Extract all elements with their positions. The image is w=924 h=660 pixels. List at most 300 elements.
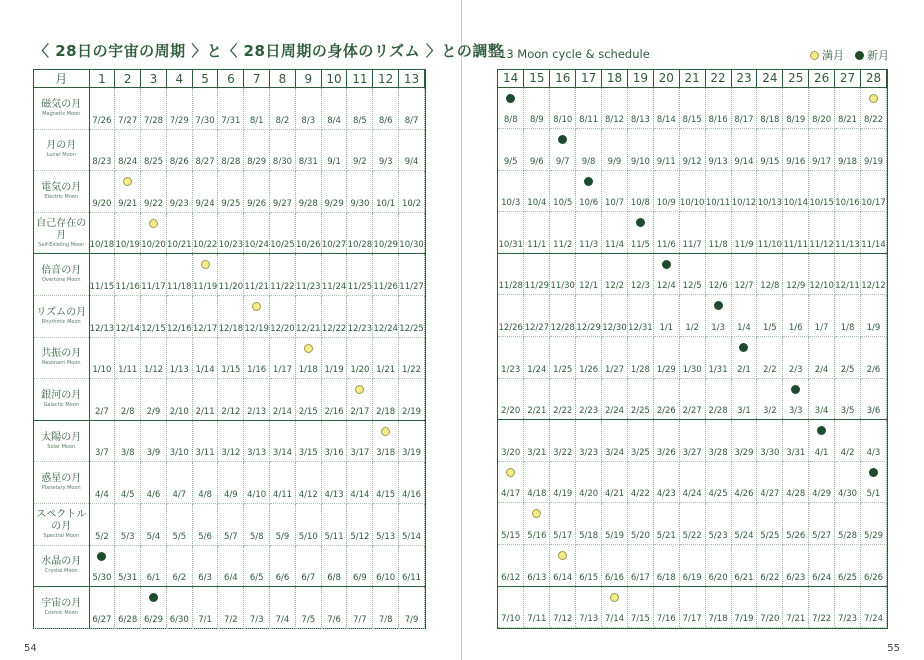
date-value: 7/18 [708, 614, 728, 625]
date-cell [192, 129, 218, 171]
date-value: 3/19 [401, 448, 422, 459]
date-value: 4/8 [198, 489, 212, 500]
date-cell [602, 503, 628, 545]
date-value: 10/3 [501, 198, 521, 209]
date-value: 10/29 [373, 240, 398, 251]
date-cell [783, 461, 809, 503]
date-value: 12/25 [399, 323, 424, 334]
date-cell [576, 170, 602, 212]
date-value: 7/21 [786, 614, 806, 625]
date-cell [602, 337, 628, 379]
date-value: 10/21 [167, 240, 192, 251]
date-value: 5/31 [118, 573, 138, 584]
calendar-row [498, 586, 887, 628]
date-cell [757, 337, 783, 379]
date-value: 3/20 [501, 447, 521, 458]
date-cell [731, 170, 757, 212]
date-cell [244, 88, 270, 130]
date-cell [166, 462, 192, 504]
date-cell [835, 337, 861, 379]
date-cell [192, 462, 218, 504]
date-cell [399, 337, 425, 379]
moon-name-jp: 水晶の月 [41, 556, 82, 568]
date-value: 11/15 [89, 281, 115, 292]
date-value: 5/4 [146, 531, 161, 542]
date-value: 8/6 [378, 115, 393, 126]
date-value: 3/18 [376, 448, 396, 459]
date-cell [166, 545, 192, 587]
date-value: 5/18 [579, 531, 599, 542]
calendar-row [498, 212, 887, 254]
date-value: 9/6 [529, 156, 544, 167]
date-value: 11/27 [399, 281, 424, 292]
date-cell [89, 503, 115, 545]
date-value: 8/12 [604, 115, 625, 126]
column-header: 12 [373, 70, 399, 88]
date-value: 11/20 [218, 281, 244, 292]
moon-name-jp: 惑星の月 [41, 473, 82, 485]
date-cell [757, 129, 783, 171]
date-cell [705, 170, 731, 212]
date-cell [295, 254, 321, 296]
date-cell [679, 253, 705, 295]
date-cell [860, 586, 886, 628]
new-moon-icon [584, 177, 593, 186]
date-value: 8/23 [92, 157, 112, 168]
date-cell [705, 503, 731, 545]
date-value: 3/17 [350, 448, 370, 459]
date-value: 12/14 [115, 323, 140, 334]
date-cell [627, 420, 653, 462]
moon-name-jp: スペクトルの月 [36, 508, 87, 532]
date-cell [141, 254, 167, 296]
date-cell [89, 462, 115, 504]
moon-label [34, 503, 89, 545]
date-value: 7/14 [604, 614, 625, 625]
date-cell [757, 420, 783, 462]
date-cell [524, 337, 550, 379]
date-value: 10/20 [141, 240, 166, 251]
date-cell [295, 462, 321, 504]
date-cell [244, 379, 270, 421]
legend-full-label: 満月 [822, 49, 844, 62]
date-value: 8/8 [503, 115, 518, 126]
moon-name-jp: 倍音の月 [41, 265, 82, 277]
date-value: 3/7 [95, 448, 109, 459]
date-cell [498, 461, 524, 503]
date-cell [244, 337, 270, 379]
date-cell [321, 129, 347, 171]
calendar-row [34, 171, 425, 213]
date-value: 5/11 [324, 531, 344, 542]
date-cell [705, 295, 731, 337]
date-value: 7/30 [195, 115, 215, 126]
date-value: 10/9 [656, 198, 676, 209]
date-cell [192, 337, 218, 379]
date-cell [295, 503, 321, 545]
date-value: 1/29 [656, 364, 676, 375]
date-cell [141, 587, 167, 629]
legend-new-moon [855, 47, 889, 63]
date-value: 6/3 [198, 573, 212, 584]
date-cell [115, 462, 141, 504]
date-cell [550, 129, 576, 171]
date-cell [270, 171, 296, 213]
date-value: 1/10 [92, 365, 112, 376]
date-cell [627, 461, 653, 503]
date-value: 6/21 [734, 572, 754, 583]
date-value: 9/11 [656, 156, 676, 167]
column-header: 26 [809, 70, 835, 87]
date-cell [679, 87, 705, 129]
date-value: 5/13 [376, 531, 396, 542]
date-value: 6/1 [146, 573, 161, 584]
date-cell [89, 254, 115, 296]
date-cell [809, 295, 835, 337]
date-cell [218, 88, 244, 130]
date-cell [321, 503, 347, 545]
date-value: 3/15 [298, 448, 318, 459]
legend-new-label: 新月 [867, 49, 889, 62]
date-value: 12/8 [760, 281, 780, 292]
date-cell [550, 503, 576, 545]
date-value: 10/23 [218, 240, 244, 251]
date-cell [602, 461, 628, 503]
date-value: 8/25 [143, 157, 164, 168]
date-value: 4/7 [172, 489, 187, 500]
date-cell [550, 253, 576, 295]
date-value: 11/5 [630, 239, 650, 250]
date-cell [860, 503, 886, 545]
date-cell [602, 378, 628, 420]
date-cell [627, 378, 653, 420]
date-value: 8/18 [760, 115, 780, 126]
date-value: 1/20 [350, 365, 370, 376]
date-value: 3/30 [760, 447, 780, 458]
date-value: 8/28 [221, 157, 241, 168]
date-cell [498, 253, 524, 295]
date-cell [295, 129, 321, 171]
full-moon-icon [149, 219, 158, 228]
date-cell [653, 253, 679, 295]
date-value: 9/9 [607, 156, 622, 167]
date-cell [295, 295, 321, 337]
date-value: 3/4 [814, 406, 829, 417]
calendar-row [498, 253, 887, 295]
date-value: 10/7 [604, 198, 625, 209]
full-moon-icon [506, 468, 515, 477]
column-header: 2 [115, 70, 141, 88]
date-cell [731, 586, 757, 628]
date-value: 3/24 [604, 447, 625, 458]
date-cell [809, 129, 835, 171]
column-header: 9 [295, 70, 321, 88]
date-value: 10/13 [757, 198, 783, 209]
date-cell [166, 503, 192, 545]
date-cell [550, 337, 576, 379]
date-cell [576, 461, 602, 503]
date-value: 2/12 [221, 406, 241, 417]
calendar-row [34, 295, 425, 337]
date-value: 12/1 [579, 281, 599, 292]
date-cell [627, 253, 653, 295]
date-cell [115, 254, 141, 296]
calendar-row [34, 587, 425, 629]
date-cell [166, 295, 192, 337]
date-cell [192, 503, 218, 545]
calendar-row [498, 420, 887, 462]
date-cell [115, 295, 141, 337]
date-value: 9/21 [118, 198, 138, 209]
date-value: 5/28 [837, 531, 858, 542]
date-value: 2/25 [630, 406, 650, 417]
date-value: 2/6 [866, 364, 881, 375]
moon-name-jp: 月の月 [46, 140, 77, 152]
moon-label [34, 212, 89, 254]
date-cell [602, 253, 628, 295]
date-value: 6/22 [760, 572, 780, 583]
moon-label [34, 88, 89, 130]
date-cell [347, 545, 373, 587]
date-cell [192, 254, 218, 296]
date-cell [679, 420, 705, 462]
date-value: 4/20 [579, 489, 599, 500]
moon-name-jp: 電気の月 [41, 181, 82, 193]
full-moon-icon [355, 385, 364, 394]
date-value: 12/11 [835, 281, 860, 292]
date-value: 11/30 [550, 281, 575, 292]
date-value: 2/18 [376, 406, 396, 417]
date-value: 2/8 [120, 406, 135, 417]
date-value: 2/13 [247, 406, 267, 417]
date-value: 9/1 [327, 157, 341, 168]
column-header: 10 [321, 70, 347, 88]
date-cell [244, 171, 270, 213]
date-cell [524, 378, 550, 420]
date-cell [627, 337, 653, 379]
date-value: 3/14 [272, 448, 293, 459]
date-value: 2/2 [763, 364, 777, 375]
date-value: 8/16 [708, 115, 728, 126]
date-cell [757, 212, 783, 254]
date-cell [576, 337, 602, 379]
moon-name-en: Overtone Moon [42, 277, 81, 284]
date-cell [141, 420, 167, 462]
date-value: 9/30 [350, 198, 370, 209]
date-value: 12/30 [602, 323, 627, 334]
date-cell [399, 462, 425, 504]
date-cell [347, 462, 373, 504]
date-value: 7/28 [143, 115, 164, 126]
date-cell [731, 337, 757, 379]
date-value: 12/2 [604, 281, 625, 292]
column-header: 24 [757, 70, 783, 87]
calendar-row [498, 87, 887, 129]
date-cell [653, 212, 679, 254]
date-cell [809, 461, 835, 503]
moon-name-en: Solar Moon [47, 443, 76, 450]
date-value: 6/10 [376, 573, 396, 584]
date-value: 8/11 [579, 115, 599, 126]
new-moon-icon [636, 218, 645, 227]
date-value: 3/12 [221, 448, 241, 459]
date-value: 6/23 [786, 572, 806, 583]
date-cell [809, 586, 835, 628]
calendar-row [34, 254, 425, 296]
date-value: 5/3 [120, 531, 135, 542]
date-cell [679, 337, 705, 379]
date-cell [218, 379, 244, 421]
date-value: 4/10 [247, 489, 267, 500]
calendar-row [498, 129, 887, 171]
header-row [34, 70, 425, 88]
date-value: 8/27 [195, 157, 215, 168]
date-cell [576, 586, 602, 628]
date-value: 5/5 [172, 531, 187, 542]
date-value: 1/6 [788, 323, 803, 334]
date-value: 8/7 [404, 115, 419, 126]
column-header: 23 [731, 70, 757, 87]
date-cell [141, 545, 167, 587]
date-value: 11/18 [167, 281, 192, 292]
date-value: 9/18 [837, 156, 858, 167]
date-value: 6/29 [143, 614, 164, 625]
calendar-row [34, 420, 425, 462]
date-value: 11/10 [757, 239, 783, 250]
date-value: 2/5 [840, 364, 855, 375]
date-cell [576, 129, 602, 171]
date-cell [399, 503, 425, 545]
date-cell [550, 170, 576, 212]
date-cell [757, 545, 783, 587]
date-cell [498, 129, 524, 171]
date-value: 7/29 [169, 115, 189, 126]
date-value: 12/26 [498, 323, 523, 334]
date-value: 1/8 [840, 323, 855, 334]
date-value: 11/7 [682, 239, 702, 250]
date-value: 10/5 [553, 198, 573, 209]
date-cell [757, 253, 783, 295]
date-value: 3/5 [840, 406, 855, 417]
date-value: 1/23 [501, 364, 521, 375]
column-header: 22 [705, 70, 731, 87]
date-value: 6/25 [837, 572, 858, 583]
date-cell [166, 587, 192, 629]
date-value: 12/23 [347, 323, 373, 334]
date-value: 4/13 [324, 489, 344, 500]
date-value: 1/7 [814, 323, 829, 334]
date-value: 5/24 [734, 531, 754, 542]
moon-label [34, 337, 89, 379]
date-value: 7/6 [327, 614, 341, 625]
column-header: 14 [498, 70, 524, 87]
date-value: 1/12 [143, 365, 164, 376]
date-cell [373, 295, 399, 337]
date-value: 5/22 [682, 531, 702, 542]
date-cell [757, 170, 783, 212]
moon-name-jp: 共振の月 [41, 348, 82, 360]
column-header: 21 [679, 70, 705, 87]
date-cell [627, 586, 653, 628]
date-value: 7/3 [249, 614, 264, 625]
date-value: 10/28 [347, 240, 373, 251]
calendar-row [498, 295, 887, 337]
date-cell [321, 379, 347, 421]
date-cell [270, 254, 296, 296]
moon-label [34, 379, 89, 421]
date-cell [550, 87, 576, 129]
date-cell [757, 87, 783, 129]
date-cell [89, 129, 115, 171]
date-value: 11/23 [296, 281, 321, 292]
date-value: 6/5 [249, 573, 264, 584]
date-value: 7/8 [378, 614, 393, 625]
date-cell [141, 88, 167, 130]
date-value: 12/7 [734, 281, 754, 292]
date-cell [373, 129, 399, 171]
header-month-label: 月 [34, 70, 89, 88]
date-cell [166, 420, 192, 462]
date-value: 9/27 [272, 198, 293, 209]
moon-label [34, 462, 89, 504]
column-header: 6 [218, 70, 244, 88]
date-cell [166, 88, 192, 130]
date-cell [295, 420, 321, 462]
moon-name-en: Rhythmic Moon [41, 318, 81, 325]
date-cell [705, 420, 731, 462]
left-calendar-table [34, 70, 425, 629]
date-value: 1/22 [401, 365, 422, 376]
date-value: 1/16 [247, 365, 267, 376]
date-value: 10/12 [731, 198, 757, 209]
date-cell [679, 295, 705, 337]
date-value: 3/10 [169, 448, 189, 459]
calendar-row [34, 337, 425, 379]
date-cell [498, 87, 524, 129]
date-cell [705, 378, 731, 420]
date-cell [192, 295, 218, 337]
date-value: 12/21 [296, 323, 321, 334]
date-value: 7/27 [118, 115, 138, 126]
date-cell [218, 129, 244, 171]
date-cell [399, 295, 425, 337]
date-value: 7/17 [682, 614, 702, 625]
date-value: 1/26 [579, 364, 599, 375]
column-header: 16 [550, 70, 576, 87]
date-cell [835, 129, 861, 171]
right-page-title: 13 Moon cycle & schedule [499, 47, 650, 61]
date-cell [141, 212, 167, 254]
moon-name-en: Self-Existing Moon [38, 241, 85, 248]
date-cell [835, 461, 861, 503]
date-cell [860, 87, 886, 129]
date-cell [860, 378, 886, 420]
date-cell [835, 420, 861, 462]
date-cell [218, 462, 244, 504]
date-value: 1/13 [169, 365, 189, 376]
date-cell [270, 545, 296, 587]
date-cell [550, 378, 576, 420]
date-value: 8/30 [272, 157, 293, 168]
date-cell [244, 420, 270, 462]
date-cell [498, 503, 524, 545]
date-value: 5/23 [708, 531, 728, 542]
date-value: 11/2 [553, 239, 573, 250]
date-value: 10/10 [679, 198, 705, 209]
date-cell [835, 503, 861, 545]
date-value: 2/15 [298, 406, 318, 417]
date-cell [783, 87, 809, 129]
